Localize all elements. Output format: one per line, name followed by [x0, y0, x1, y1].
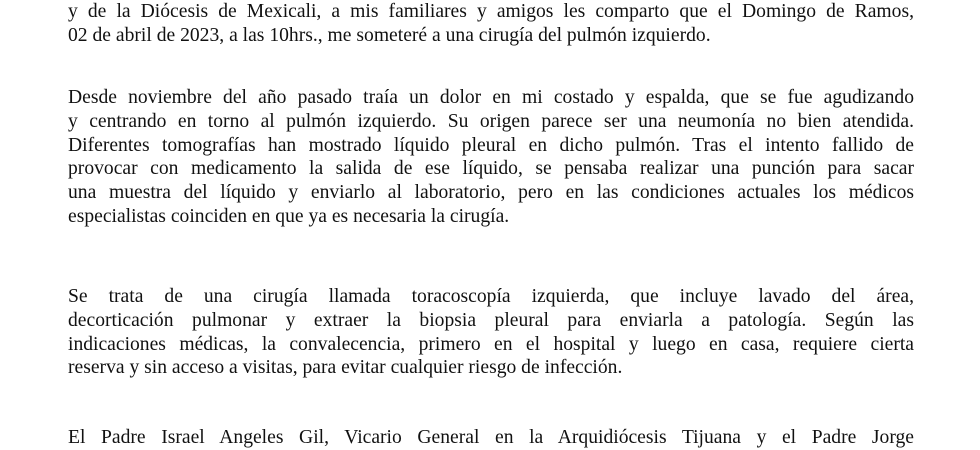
text-line: decorticación pulmonar y extraer la biopsia pleural para enviarla a patología. Según las	[68, 309, 914, 331]
text-line: provocar con medicamento la salida de ese líquido, se pensaba realizar una punción para sacar	[68, 158, 914, 180]
paragraph-procedure-details	[68, 285, 914, 380]
text-line: especialistas coinciden en que ya es necesaria la cirugía.	[68, 205, 510, 227]
text-line: Se trata de una cirugía llamada toracoscopía izquierda, que incluye lavado del área,	[68, 286, 914, 307]
text-line: Diferentes tomografías han mostrado líquido pleural en dicho pulmón. Tras el intento fallido de	[68, 134, 914, 156]
text-line: 02 de abril de 2023, a las 10hrs., me someteré a una cirugía del pulmón izquierdo.	[68, 24, 711, 46]
text-line: El Padre Israel Angeles Gil, Vicario General en la Arquidiócesis Tijuana y el Padre Jorge	[68, 427, 914, 448]
paragraph-surgery-announcement	[68, 0, 914, 48]
paragraph-medical-history	[68, 86, 914, 229]
text-line: una muestra del líquido y enviarlo al laboratorio, pero en las condiciones actuales los médicos	[68, 182, 914, 204]
paragraph-clergy-mention	[68, 426, 914, 450]
text-line: y de la Diócesis de Mexicali, a mis familiares y amigos les comparto que el Domingo de Ramos,	[68, 1, 914, 22]
text-line: indicaciones médicas, la convalecencia, primero en el hospital y luego en casa, requiere cierta	[68, 333, 914, 355]
text-line: Desde noviembre del año pasado traía un dolor en mi costado y espalda, que se fue agudizando	[68, 87, 914, 108]
text-line: y centrando en torno al pulmón izquierdo. Su origen parece ser una neumonía no bien atendida.	[68, 110, 914, 132]
text-line: reserva y sin acceso a visitas, para evitar cualquier riesgo de infección.	[68, 357, 623, 379]
